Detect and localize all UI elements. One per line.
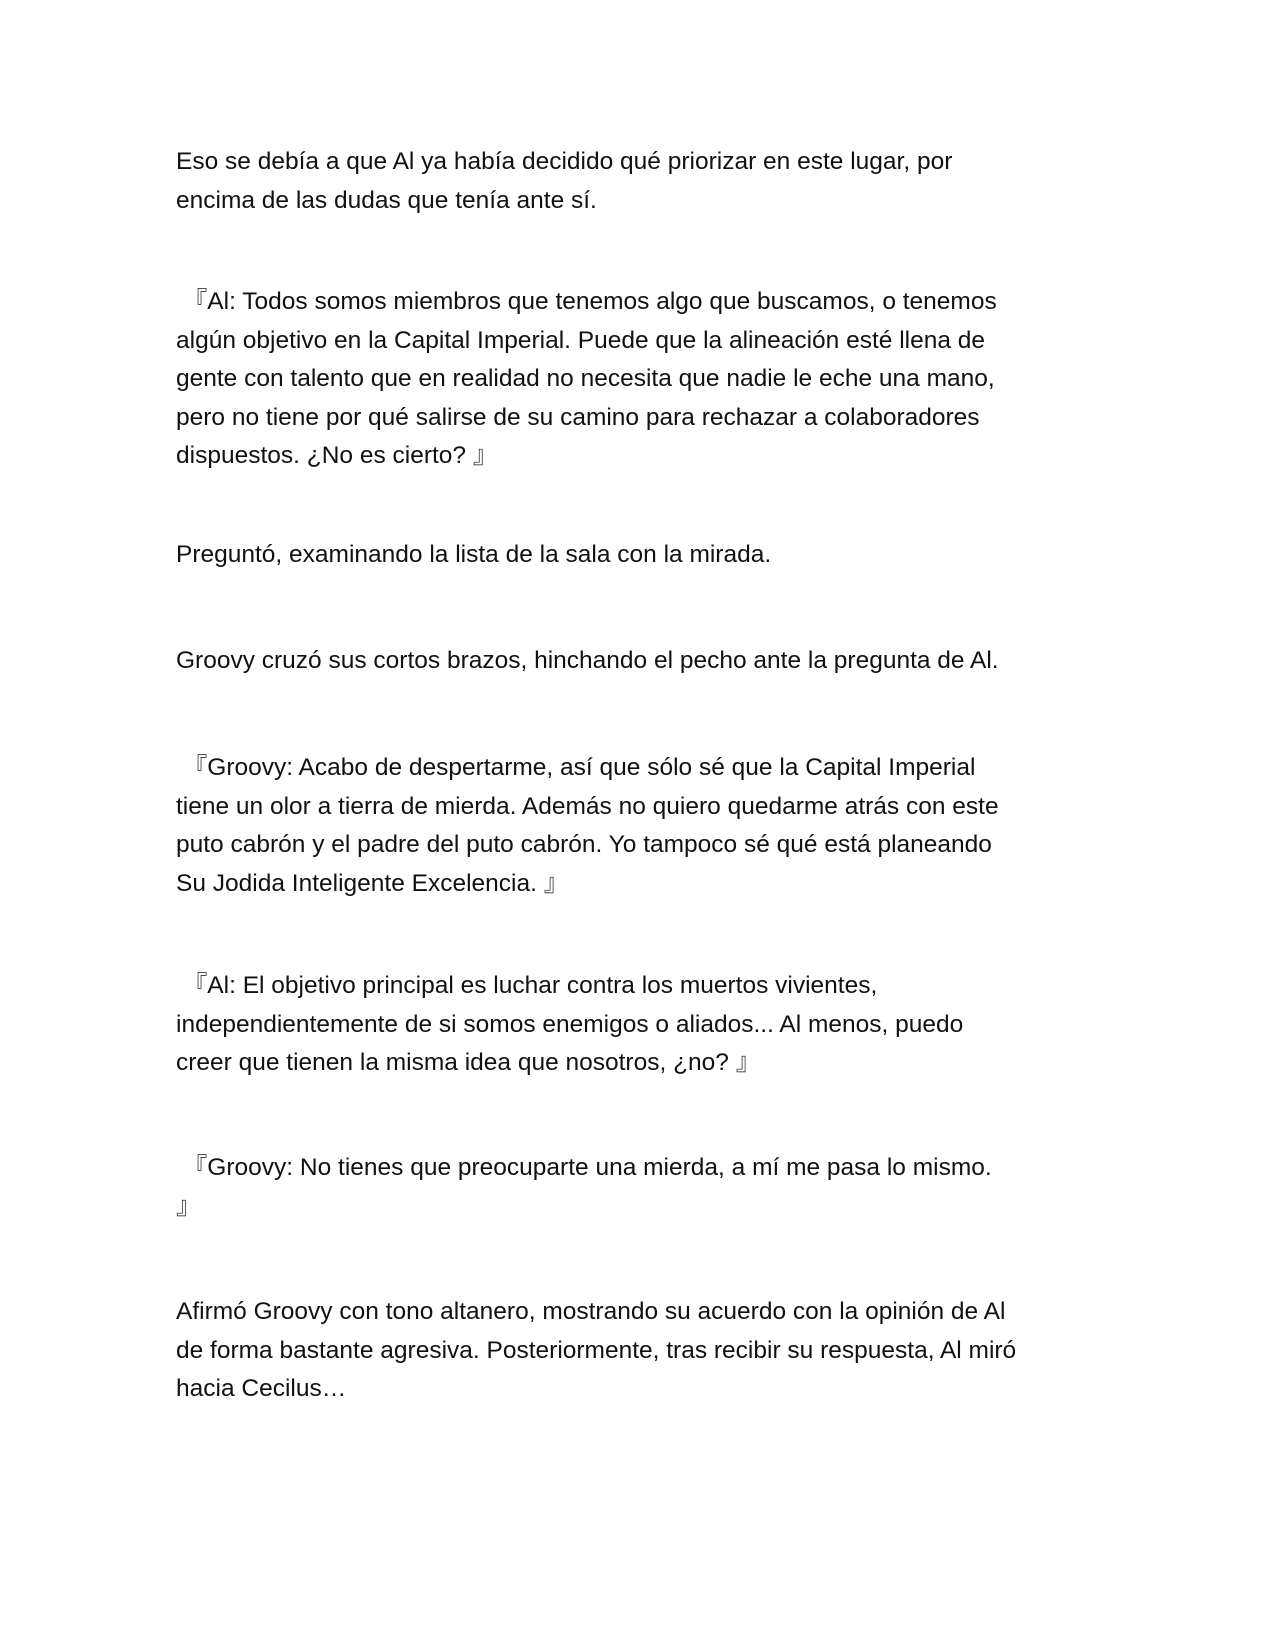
paragraph-narration-4: Afirmó Groovy con tono altanero, mostrando su acuerdo con la opinión de Al de forma bastante agresiva. Posteriormente, tras recibir su respuesta, Al miró hacia Cecilus…: [176, 1298, 1017, 1402]
paragraph-narration-3: Groovy cruzó sus cortos brazos, hinchando el pecho ante la pregunta de Al.: [176, 647, 999, 674]
paragraph-dialogue-groovy-2: 『Groovy: No tienes que preocuparte una mierda, a mí me pasa lo mismo. 』: [176, 1154, 992, 1220]
paragraph-dialogue-groovy-1: 『Groovy: Acabo de despertarme, así que sólo sé que la Capital Imperial tiene un olor a tierra de mierda. Además no quiero quedarme atrás con este puto cabrón y el padre del puto cabrón. Yo tampoco sé qué está planeando Su Jodida Inteligente Excelencia. 』: [176, 754, 999, 897]
paragraph-dialogue-al-2: 『Al: El objetivo principal es luchar contra los muertos vivientes, independientemente de si somos enemigos o aliados... Al menos, puedo creer que tienen la misma idea que nosotros, ¿no? 』: [176, 972, 964, 1076]
paragraph-narration-2: Preguntó, examinando la lista de la sala con la mirada.: [176, 541, 772, 568]
paragraph-dialogue-al-1: 『Al: Todos somos miembros que tenemos algo que buscamos, o tenemos algún objetivo en la Capital Imperial. Puede que la alineación esté llena de gente con talento que en realidad no necesita que nadie le eche una mano, pero no tiene por qué salirse de su camino para rechazar a colaboradores dispuestos. ¿No es cierto? 』: [176, 288, 997, 469]
paragraph-narration-1: Eso se debía a que Al ya había decidido qué priorizar en este lugar, por encima de las dudas que tenía ante sí.: [176, 148, 953, 214]
